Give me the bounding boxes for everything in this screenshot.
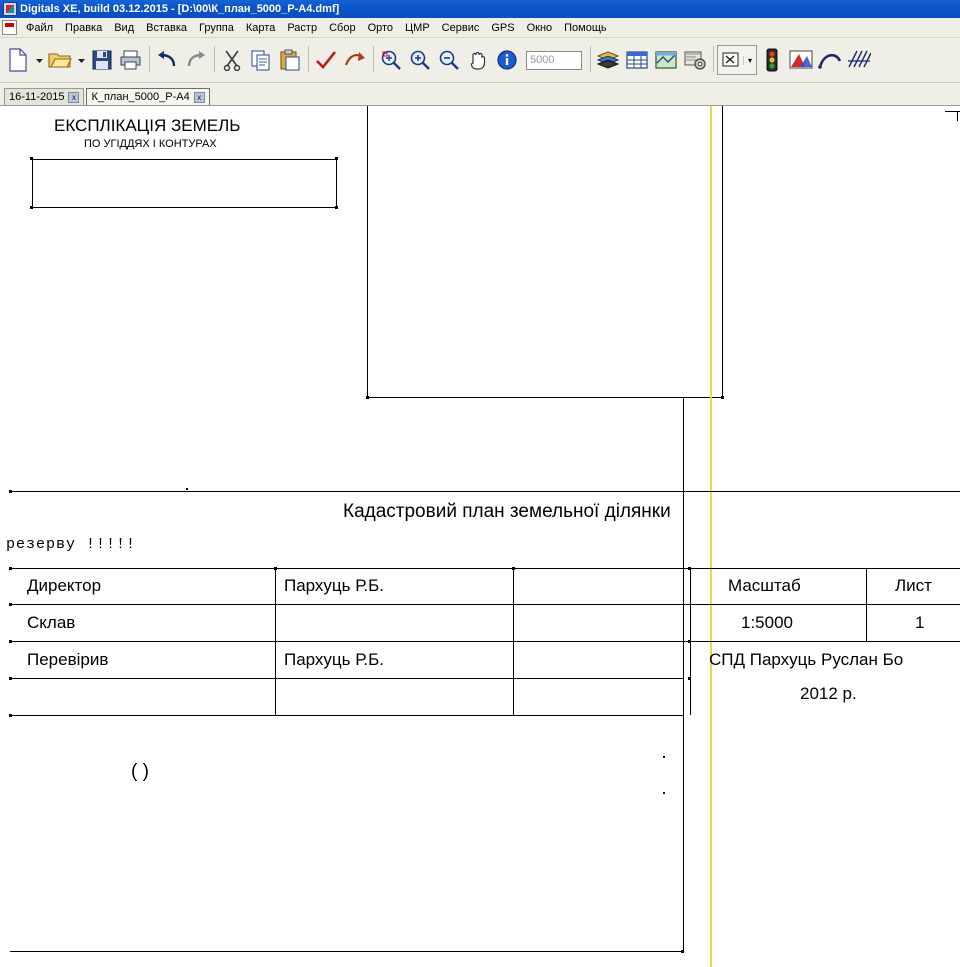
arc-tool-icon[interactable] [816, 45, 844, 75]
vertex-node[interactable] [688, 677, 691, 680]
menu-item-ortho[interactable]: Орто [367, 21, 394, 34]
select-tool-icon[interactable] [718, 51, 743, 69]
menu-item-gps[interactable]: GPS [491, 21, 515, 34]
toolbar-separator [146, 46, 152, 74]
zoom-in-icon[interactable] [406, 45, 434, 75]
toolbar-separator [305, 46, 311, 74]
point-marker[interactable] [663, 756, 665, 758]
select-tool-dropdown-icon[interactable]: ▾ [743, 56, 756, 65]
vertex-node[interactable] [688, 567, 691, 570]
menu-item-collect[interactable]: Сбор [329, 21, 356, 34]
table-row-line [10, 568, 960, 569]
close-icon[interactable]: x [68, 92, 79, 103]
scale-value: 1:5000 [741, 613, 793, 632]
table-row-line [10, 641, 960, 642]
drawing-canvas[interactable] [0, 106, 960, 967]
tab-label: К_план_5000_Р-А4 [91, 91, 190, 103]
table-row-line [10, 604, 960, 605]
explication-box-right [336, 159, 337, 207]
point-marker[interactable] [663, 792, 665, 794]
open-folder-dropdown-icon[interactable] [75, 45, 87, 75]
table-column-line [513, 568, 514, 715]
menu-item-help[interactable]: Помощь [564, 21, 607, 34]
vertex-node[interactable] [9, 714, 12, 717]
point-marker[interactable] [186, 488, 188, 490]
tab-k-plan-5000[interactable] [86, 88, 209, 105]
curved-arrow-icon[interactable] [341, 45, 369, 75]
application-icon [3, 2, 17, 16]
sheet-border-bottom [10, 951, 684, 952]
table-cell-person: Пархуць Р.Б. [284, 650, 384, 669]
menu-item-map[interactable]: Карта [245, 21, 276, 34]
table-cell-role: Перевірив [27, 650, 109, 669]
window-title: Digitals XE, build 03.12.2015 - [D:\00\К_план_5000_Р-А4.dmf] [20, 3, 340, 15]
menu-item-insert[interactable]: Вставка [146, 21, 188, 34]
new-document-dropdown-icon[interactable] [33, 45, 45, 75]
vertex-node[interactable] [688, 640, 691, 643]
vertex-node[interactable] [366, 396, 369, 399]
scale-label: Масштаб [728, 576, 801, 595]
vertex-node[interactable] [9, 490, 12, 493]
table-cell-person: Пархуць Р.Б. [284, 576, 384, 595]
menu-item-dem[interactable]: ЦМР [405, 21, 430, 34]
copy-icon[interactable] [247, 45, 275, 75]
undo-arrow-icon[interactable] [153, 45, 181, 75]
plan-frame-bottom [367, 397, 723, 398]
settings-gear-icon[interactable] [681, 45, 709, 75]
menu-item-view[interactable]: Вид [114, 21, 135, 34]
document-tabs [0, 83, 960, 106]
menu-item-window[interactable]: Окно [526, 21, 553, 34]
raster-colors-icon[interactable] [787, 45, 815, 75]
table-cell-role: Директор [27, 576, 102, 595]
cut-scissors-icon[interactable] [218, 45, 246, 75]
vertex-node[interactable] [9, 567, 12, 570]
menu-item-service[interactable]: Сервис [441, 21, 480, 34]
empty-parens-label: ( ) [131, 761, 149, 782]
menu-item-file[interactable]: Файл [26, 21, 54, 34]
explication-box-top [32, 159, 337, 160]
table-icon[interactable] [623, 45, 651, 75]
corner-mark-line [957, 111, 958, 121]
plan-frame-left [367, 106, 368, 398]
vertex-node[interactable] [681, 950, 684, 953]
sheet-border-vertical [683, 397, 684, 952]
map-edit-icon[interactable] [652, 45, 680, 75]
pan-hand-icon[interactable] [464, 45, 492, 75]
vertex-node[interactable] [9, 640, 12, 643]
vertex-node[interactable] [512, 567, 515, 570]
save-disk-icon[interactable] [88, 45, 116, 75]
vertex-node[interactable] [721, 396, 724, 399]
vertical-guide-line [710, 106, 712, 967]
table-column-line [866, 568, 867, 641]
explication-box-bottom [32, 207, 337, 208]
main-toolbar [0, 38, 960, 83]
zoom-out-icon[interactable] [435, 45, 463, 75]
explication-title: ЕКСПЛІКАЦІЯ ЗЕМЕЛЬ [54, 116, 241, 135]
plan-title: Кадастровий план земельної ділянки [343, 501, 671, 522]
explication-box-left [32, 159, 33, 207]
menu-item-edit[interactable]: Правка [65, 21, 103, 34]
table-column-line [275, 568, 276, 715]
year-label: 2012 р. [800, 684, 857, 703]
hatch-tool-icon[interactable] [845, 45, 873, 75]
toolbar-separator [710, 46, 716, 74]
vertex-node[interactable] [9, 677, 12, 680]
traffic-light-icon[interactable] [758, 45, 786, 75]
layers-icon[interactable] [594, 45, 622, 75]
table-row-line [10, 715, 684, 716]
select-tool-button[interactable] [717, 45, 757, 75]
sheet-value: 1 [915, 613, 925, 632]
window-titlebar [0, 0, 960, 18]
reserve-note: резерву !!!!! [6, 536, 137, 553]
vertex-node[interactable] [30, 206, 33, 209]
scale-input[interactable]: 5000 [526, 51, 582, 70]
vertex-node[interactable] [335, 206, 338, 209]
menu-bar [0, 18, 960, 38]
checkmark-icon[interactable] [312, 45, 340, 75]
toolbar-separator [587, 46, 593, 74]
document-icon [2, 20, 17, 35]
menu-item-raster[interactable]: Растр [287, 21, 318, 34]
toolbar-separator [211, 46, 217, 74]
company-name: СПД Пархуць Руслан Бо [709, 650, 904, 669]
redo-arrow-icon[interactable] [182, 45, 210, 75]
tab-16-11-2015[interactable] [4, 88, 84, 105]
table-row-line [10, 678, 684, 679]
vertex-node[interactable] [9, 603, 12, 606]
print-icon[interactable] [117, 45, 145, 75]
sheet-divider-line [10, 491, 960, 492]
close-icon[interactable]: x [194, 92, 205, 103]
paste-clipboard-icon[interactable] [276, 45, 304, 75]
tab-label: 16-11-2015 [9, 91, 65, 103]
vertex-node[interactable] [30, 157, 33, 160]
menu-item-group[interactable]: Группа [199, 21, 234, 34]
vertex-node[interactable] [274, 567, 277, 570]
toolbar-separator [370, 46, 376, 74]
open-folder-icon[interactable] [46, 45, 74, 75]
table-cell-role: Склав [27, 613, 76, 632]
zoom-window-icon[interactable] [377, 45, 405, 75]
plan-frame-right [722, 106, 723, 398]
vertex-node[interactable] [335, 157, 338, 160]
info-icon[interactable] [493, 45, 521, 75]
new-document-icon[interactable] [4, 45, 32, 75]
explication-subtitle: ПО УГІДДЯХ І КОНТУРАХ [84, 138, 217, 150]
sheet-label: Лист [895, 576, 932, 595]
